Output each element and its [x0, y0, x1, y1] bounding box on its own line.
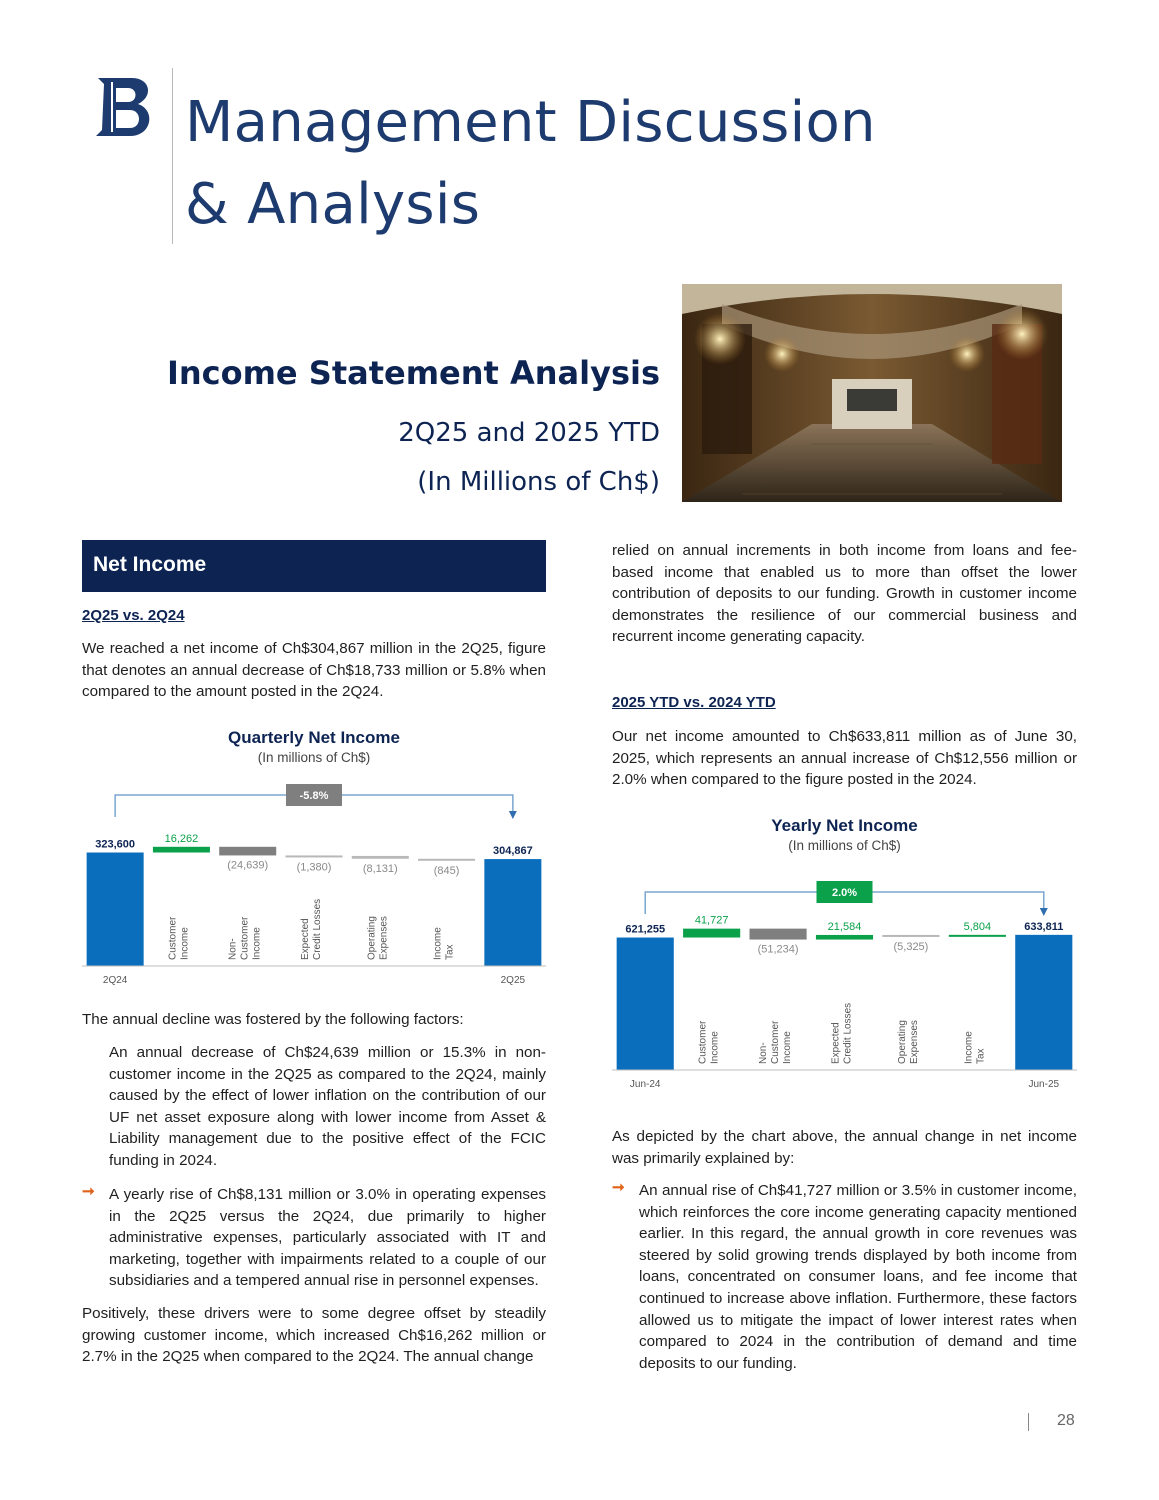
- yearly-net-income-chart: [612, 865, 1077, 1105]
- yearly-chart-subtitle: (In millions of Ch$): [788, 838, 901, 853]
- change-arrow-icon: [509, 811, 517, 819]
- step-value-label: (5,325): [893, 940, 929, 953]
- change-arrow-icon: [1040, 908, 1048, 916]
- step-category-label: Income: [782, 1031, 794, 1064]
- decline-intro: The annual decline was fostered by the following factors:: [82, 1011, 464, 1028]
- bank-corridor-photo: [682, 284, 1062, 502]
- step-bar: [418, 859, 475, 861]
- step-value-label: (51,234): [757, 943, 799, 956]
- step-category-label: Expected: [300, 918, 311, 960]
- step-value-label: 5,804: [963, 920, 992, 933]
- step-bar: [816, 935, 873, 940]
- step-value-label: (24,639): [227, 859, 269, 872]
- start-bar: [617, 938, 674, 1070]
- end-bar: [484, 859, 541, 966]
- end-axis-label: Jun-25: [1028, 1079, 1060, 1090]
- step-category-label: Credit Losses: [312, 898, 323, 960]
- page-title: Management Discussion & Analysis: [185, 90, 876, 237]
- page-number: 28: [1057, 1412, 1075, 1429]
- step-bar: [882, 935, 939, 937]
- positive-paragraph: Positively, these drivers were to some degree offset by steadily growing customer income, which increased Ch$16,262 million or 2.7% in the 2Q25 when compared to the 2Q24. The annual change: [82, 1305, 546, 1366]
- section-title: Income Statement Analysis: [166, 354, 660, 392]
- yearly-chart-title: Yearly Net Income: [771, 816, 918, 835]
- net-income-header: [82, 540, 546, 592]
- step-category-label: Tax: [444, 944, 456, 960]
- bank-logo: [92, 72, 158, 142]
- start-value-label: 621,255: [625, 923, 666, 936]
- step-category-label: Income: [251, 927, 263, 960]
- quarterly-chart-title: Quarterly Net Income: [228, 728, 400, 747]
- step-category-label: Income: [963, 1031, 975, 1064]
- change-badge-label: 2.0%: [831, 887, 858, 899]
- step-value-label: 21,584: [827, 920, 862, 933]
- step-value-label: (8,131): [362, 862, 398, 875]
- continued-paragraph: relied on annual increments in both income from loans and fee-based income that enabled us to more than offset the lower contribution of deposits to our funding. Growth in customer income demonstrates the resilience of our commercial business and recurrent income generating capacity.: [612, 542, 1077, 646]
- start-bar: [87, 853, 144, 966]
- step-value-label: 41,727: [694, 914, 729, 927]
- step-value-label: 16,262: [164, 832, 199, 845]
- step-category-label: Income: [179, 927, 191, 960]
- section-units: (In Millions of Ch$): [417, 467, 660, 497]
- depicted-paragraph: As depicted by the chart above, the annual change in net income was primarily explained by:: [612, 1128, 1077, 1167]
- section-period: 2Q25 and 2025 YTD: [398, 418, 660, 448]
- step-category-label: Income: [709, 1031, 721, 1064]
- step-bar: [285, 855, 342, 857]
- step-bar: [949, 935, 1006, 937]
- end-axis-label: 2Q25: [500, 975, 526, 986]
- start-axis-label: Jun-24: [629, 1079, 661, 1090]
- step-category-label: Non-: [758, 1042, 770, 1064]
- bullet-customer-income: An annual rise of Ch$41,727 million or 3.5% in customer income, which reinforces the core income generating capacity mentioned earlier. In this regard, the annual growth in core revenues was steered by solid growing trends displayed by both income from loans, concentrated on consumer loans, and fee income that continued to increase above inflation. Furthermore, these factors allowed us to mitigate the impact of lower interest rates when compared to 2024 in the contribution of demand and time deposits to our funding.: [639, 1182, 1077, 1372]
- start-axis-label: 2Q24: [102, 975, 128, 986]
- change-badge-label: -5.8%: [299, 790, 329, 802]
- step-category-label: Customer: [167, 916, 179, 960]
- step-value-label: (1,380): [296, 861, 332, 874]
- step-bar: [352, 856, 409, 859]
- step-category-label: Customer: [770, 1020, 782, 1064]
- step-category-label: Non-: [227, 938, 239, 960]
- step-category-label: Expected: [830, 1022, 842, 1064]
- step-category-label: Customer: [239, 916, 251, 960]
- bullet-arrow-icon: ➞: [612, 1179, 625, 1196]
- quarter-paragraph: We reached a net income of Ch$304,867 million in the 2Q25, figure that denotes an annual decrease of Ch$18,733 million or 5.8% when compared to the amount posted in the 2Q24.: [82, 640, 546, 701]
- header-divider: [172, 68, 173, 244]
- quarterly-net-income-chart: [82, 775, 546, 995]
- bullet-arrow-icon: ➞: [82, 1183, 95, 1200]
- step-bar: [750, 929, 807, 940]
- step-bar: [683, 929, 740, 938]
- end-value-label: 633,811: [1024, 920, 1064, 933]
- page-number-divider: [1028, 1413, 1029, 1431]
- step-category-label: Customer: [697, 1020, 709, 1064]
- step-category-label: Tax: [975, 1048, 987, 1064]
- ytd-paragraph: Our net income amounted to Ch$633,811 million as of June 30, 2025, which represents an annual increase of Ch$12,556 million or 2.0% when compared to the figure posted in the 2024.: [612, 728, 1077, 789]
- bullet-operating-expenses: A yearly rise of Ch$8,131 million or 3.0% in operating expenses in the 2Q25 versus the 2Q24, due primarily to higher administrative expenses, particularly associated with IT and marketing, together with impairments related to a couple of our subsidiaries and a tempered annual rise in personnel expenses.: [109, 1186, 546, 1290]
- step-category-label: Credit Losses: [842, 1002, 854, 1064]
- step-category-label: Operating: [366, 916, 378, 960]
- end-value-label: 304,867: [492, 845, 533, 858]
- bullet-non-customer-income: An annual decrease of Ch$24,639 million or 15.3% in non-customer income in the 2Q25 as compared to the 2Q24, mainly caused by the effect of lower inflation on the contribution of our UF net asset exposure along with lower income from Asset & Liability management due to the positive effect of the FCIC funding in 2024.: [109, 1044, 546, 1169]
- net-income-header-label: Net Income: [93, 553, 207, 576]
- ytd-subtitle: 2025 YTD vs. 2024 YTD: [612, 694, 776, 711]
- step-category-label: Operating: [896, 1020, 908, 1064]
- quarter-subtitle: 2Q25 vs. 2Q24: [82, 607, 185, 624]
- end-bar: [1015, 935, 1072, 1070]
- step-category-label: Expenses: [908, 1020, 920, 1064]
- quarterly-chart-subtitle: (In millions of Ch$): [257, 750, 371, 765]
- step-bar: [153, 847, 210, 853]
- step-category-label: Expenses: [378, 916, 390, 960]
- step-value-label: (845): [433, 864, 460, 877]
- step-category-label: Income: [432, 927, 444, 960]
- step-bar: [219, 847, 276, 856]
- start-value-label: 323,600: [95, 838, 136, 851]
